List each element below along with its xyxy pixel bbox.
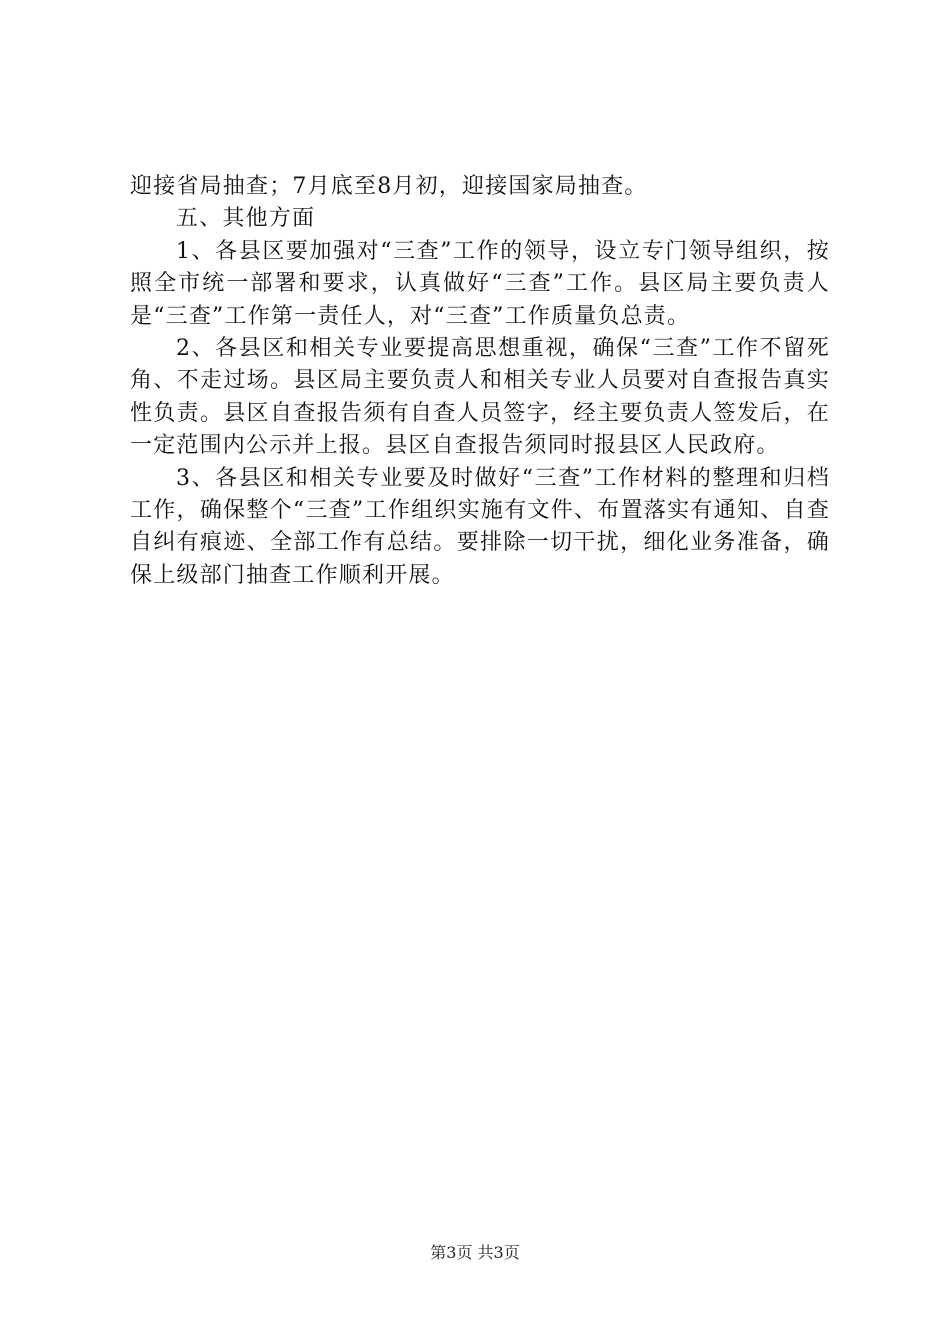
paragraph-item-1: 1、各县区要加强对“三查”工作的领导，设立专门领导组织，按照全市统一部署和要求，认真做好“三查”工作。县区局主要负责人是“三查”工作第一责任人，对“三查”工作质量负总责。 [130,238,830,329]
paragraph-item-3: 3、各县区和相关专业要及时做好“三查”工作材料的整理和归档工作，确保整个“三查”工作组织实施有文件、布置落实有通知、自查自纠有痕迹、全部工作有总结。要排除一切干扰，细化业务准备，确保上级部门抽查工作顺利开展。 [130,465,830,588]
page-footer: 第3页 共3页 [430,1243,520,1262]
paragraph-continuation: 迎接省局抽查；7月底至8月初，迎接国家局抽查。 [130,174,648,199]
paragraph-item-2: 2、各县区和相关专业要提高思想重视，确保“三查”工作不留死角、不走过场。县区局主要负责人和相关专业人员要对自查报告真实性负责。县区自查报告须有自查人员签字，经主要负责人签发后，在一定范围内公示并上报。县区自查报告须同时报县区人民政府。 [130,336,830,459]
document-body [130,171,830,592]
section-heading: 五、其他方面 [176,206,316,232]
